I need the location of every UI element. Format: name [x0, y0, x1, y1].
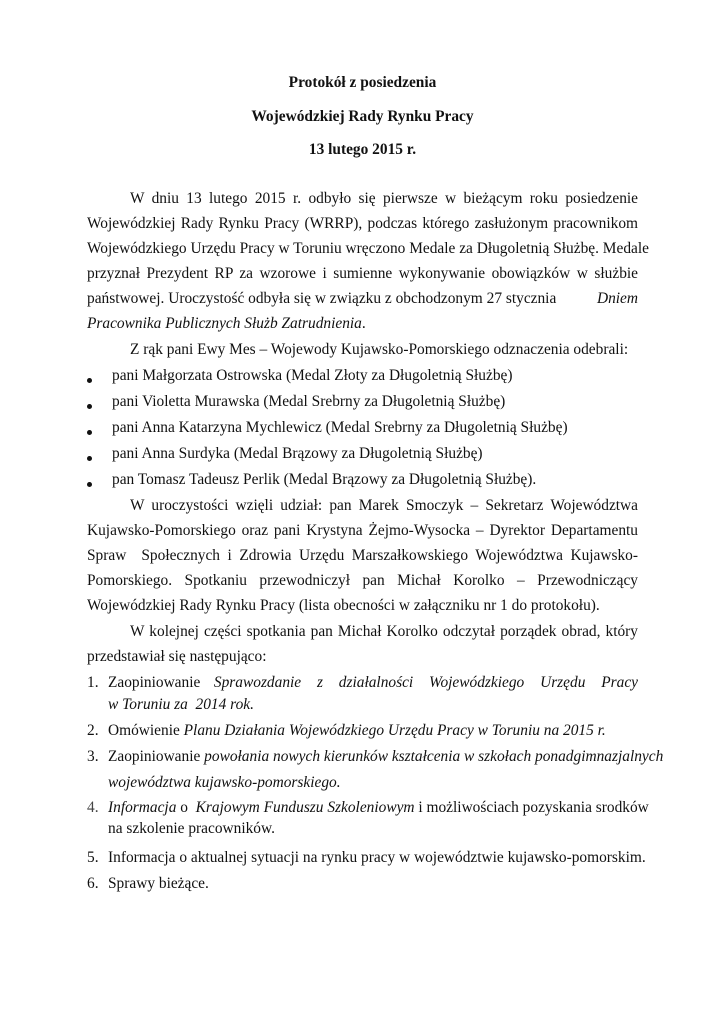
p3-line: Pomorskiego. Spotkaniu przewodniczył pan Michał Korolko – Przewodniczący	[87, 572, 638, 589]
p1-italic: Pracownika Publicznych Służb Zatrudnienia	[87, 315, 362, 332]
p1-line	[87, 290, 638, 308]
list-number: 6.	[87, 875, 99, 892]
awards-intro: Z rąk pani Ewy Mes – Wojewody Kujawsko-Pomorskiego odznaczenia odebrali:	[130, 341, 629, 358]
agenda-item-1	[108, 674, 638, 692]
agenda-intro: W kolejnej części spotkania pan Michał Korolko odczytał porządek obrad, który	[130, 623, 638, 640]
p1-line: Wojewódzkiej Rady Rynku Pracy (WRRP), podczas którego zasłużonym pracownikom	[87, 215, 638, 232]
agenda-italic: powołania nowych kierunków kształcenia w szkołach ponadgimnazjalnych	[204, 748, 664, 765]
p3-line: Kujawsko-Pomorskiego oraz pani Krystyna Żejmo-Wysocka – Dyrektor Departamentu	[87, 522, 638, 539]
agenda-text: i możliwościach pozyskania srodków	[414, 799, 649, 816]
list-number: 5.	[87, 849, 99, 866]
bullet-icon	[87, 430, 92, 435]
agenda-italic: Krajowym Funduszu Szkoleniowym	[195, 799, 415, 816]
agenda-italic: w Toruniu za 2014 rok.	[108, 696, 254, 713]
p3-line: Wojewódzkiej Rady Rynku Pracy (lista obecności w załączniku nr 1 do protokołu).	[87, 597, 600, 614]
p1-line: W dniu 13 lutego 2015 r. odbyło się pierwsze w bieżącym roku posiedzenie	[130, 190, 638, 207]
agenda-italic: Informacja	[108, 799, 177, 816]
agenda-italic: Planu Działania Wojewódzkiego Urzędu Pracy w Toruniu na 2015 r.	[183, 722, 606, 739]
agenda-item-4	[108, 799, 649, 817]
p1-text: państwowej. Uroczystość odbyła się w związku z obchodzonym 27 stycznia	[87, 290, 561, 307]
agenda-italic: województwa kujawsko-pomorskiego.	[108, 774, 341, 791]
p1-line: Wojewódzkiego Urzędu Pracy w Toruniu wręczono Medale za Długoletnią Służbę. Medale	[87, 240, 649, 257]
bullet-icon	[87, 378, 92, 383]
doc-title-line1: Protokół z posiedzenia	[288, 74, 437, 91]
agenda-text: Zaopiniowanie	[108, 748, 205, 765]
agenda-text: Omówienie	[108, 722, 184, 739]
agenda-text: Zaopiniowanie	[108, 674, 201, 691]
bullet-icon	[87, 404, 92, 409]
bullet-icon	[87, 482, 92, 487]
agenda-text: o	[176, 799, 196, 816]
doc-title-line2: Wojewódzkiej Rady Rynku Pracy	[251, 108, 474, 125]
agenda-item-3	[108, 748, 663, 766]
list-item: pani Violetta Murawska (Medal Srebrny za Długoletnią Służbę)	[112, 393, 506, 410]
agenda-item-6: Sprawy bieżące.	[108, 875, 209, 892]
list-item: pani Małgorzata Ostrowska (Medal Złoty za Długoletnią Służbę)	[112, 367, 513, 384]
agenda-item-5: Informacja o aktualnej sytuacji na rynku pracy w województwie kujawsko-pomorskim.	[108, 849, 646, 866]
p3-line: Spraw Społecznych i Zdrowia Urzędu Marszałkowskiego Województwa Kujawsko-	[87, 547, 638, 564]
list-number: 3.	[87, 748, 99, 765]
agenda-text: na szkolenie pracowników.	[108, 820, 275, 837]
p1-italic: Dniem	[596, 290, 638, 307]
p3-line: W uroczystości wzięli udział: pan Marek Smoczyk – Sekretarz Województwa	[130, 497, 638, 514]
bullet-icon	[87, 456, 92, 461]
list-number: 4.	[87, 799, 99, 816]
list-item: pan Tomasz Tadeusz Perlik (Medal Brązowy za Długoletnią Służbę).	[112, 471, 537, 488]
list-number: 1.	[87, 674, 99, 691]
agenda-item-2	[108, 722, 606, 740]
agenda-italic: Sprawozdanie z działalności Wojewódzkiego Urzędu Pracy	[213, 674, 638, 691]
p1-line	[87, 315, 366, 333]
list-item: pani Anna Surdyka (Medal Brązowy za Długoletnią Służbę)	[112, 445, 483, 462]
p1-line: przyznał Prezydent RP za wzorowe i sumienne wykonywanie obowiązków w służbie	[87, 265, 638, 282]
p1-text: .	[361, 315, 366, 332]
agenda-intro-cont: przedstawiał się następująco:	[87, 648, 267, 665]
list-number: 2.	[87, 722, 99, 739]
list-item: pani Anna Katarzyna Mychlewicz (Medal Srebrny za Długoletnią Służbę)	[112, 419, 568, 436]
doc-date: 13 lutego 2015 r.	[308, 141, 417, 158]
